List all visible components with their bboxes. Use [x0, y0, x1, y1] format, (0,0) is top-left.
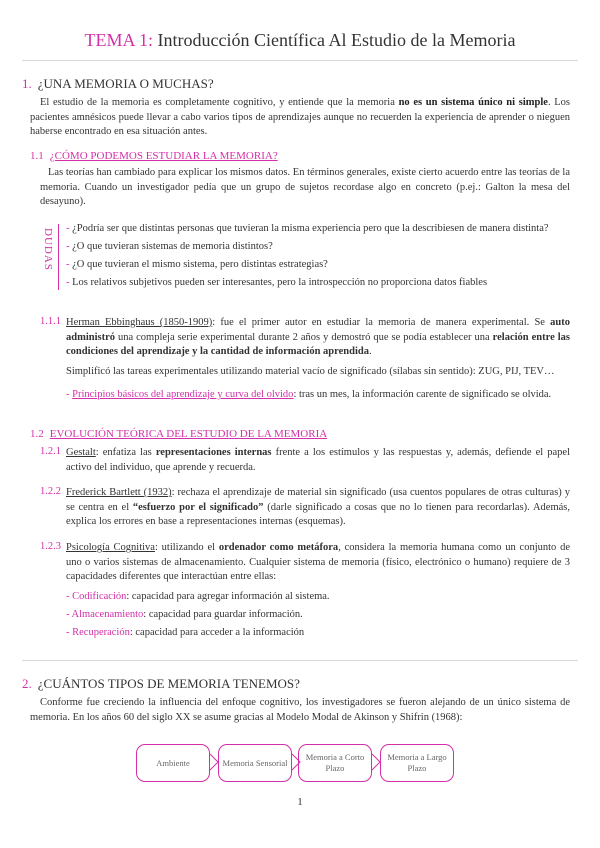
section-2-number: 2.: [22, 676, 32, 691]
ebbinghaus-name: Herman Ebbinghaus (1850-1909): [66, 317, 213, 328]
section-1-1-1-number: 1.1.1: [40, 316, 61, 327]
section-divider: [22, 660, 578, 661]
dudas-item-1-text: ¿Podría ser que distintas personas que tuvieran la misma experiencia pero que la describiesen de manera distinta?: [72, 223, 549, 234]
section-2-heading: [22, 676, 300, 692]
cognitiva-text-c: , considera la memoria humana como un conjunto de uno o varios sistemas de almacenamiento. Cualquier sistema de memoria (físico, electrónico o humano) requiere de 3 capacidades diferentes que interactúan entre ellas:: [66, 542, 570, 582]
section-1-2-heading: [30, 428, 327, 440]
dudas-item-4: - Los relativos subjetivos pueden ser interesantes, pero la introspección no proporciona datos fiables: [66, 277, 488, 288]
ebbinghaus-text-e: .: [368, 346, 372, 357]
section-1-number: 1.: [22, 76, 32, 91]
capacity-1-term: Codificación: [72, 591, 127, 602]
section-1-title: ¿UNA MEMORIA O MUCHAS?: [37, 76, 214, 91]
cognitiva-paragraph: [66, 541, 570, 585]
dudas-label-text: DUDAS: [42, 228, 54, 271]
intro-text-c: . Los pacientes amnésicos puede llevar a cabo varios tipos de aprendizajes aunque no recuerden la experiencia de aprender o nieguen haberse encontrado en esa situación antes.: [30, 97, 571, 137]
gestalt-text-c: frente a los estímulos y las respuestas y, además, defiende el papel activo del individuo, que aprende y recuerda.: [66, 447, 570, 473]
principios-link[interactable]: Principios básicos del aprendizaje y curva del olvido: [72, 389, 294, 400]
section-1-2-2-number: 1.2.2: [40, 486, 61, 497]
capacity-codificacion: - Codificación: capacidad para agregar información al sistema.: [66, 591, 330, 602]
dudas-item-2: - ¿O que tuvieran sistemas de memoria distintos?: [66, 241, 273, 252]
gestalt-paragraph: [66, 446, 570, 475]
dudas-item-1: - ¿Podría ser que distintas personas que tuvieran la misma experiencia pero que la describiesen de manera distinta?: [66, 223, 549, 234]
intro-emphasis: no es un sistema único ni simple: [398, 97, 548, 108]
page-number: 1: [297, 796, 303, 808]
capacity-2-term: Almacenamiento: [71, 609, 144, 620]
box-ambiente: Ambiente: [136, 744, 210, 782]
page-title: [0, 30, 600, 51]
principios-line: - Principios básicos del aprendizaje y curva del olvido: tras un mes, la información carente de significado se olvida.: [66, 389, 552, 400]
section-2-paragraph: Conforme fue creciendo la influencia del enfoque cognitivo, los investigadores se fueron alejando de un único sistema de memoria. En los años 60 del siglo XX se asume gracias al Modelo Modal de Akinson y Shifrin (1968):: [30, 697, 570, 723]
capacity-3-term: Recuperación: [72, 627, 130, 638]
section-1-2-number: 1.2: [30, 428, 44, 440]
capacity-2-desc: : capacidad para guardar información.: [143, 609, 303, 620]
dudas-item-3: - ¿O que tuvieran el mismo sistema, pero distintas estrategias?: [66, 259, 328, 270]
section-1-1-number: 1.1: [30, 150, 44, 162]
ebbinghaus-emphasis-1: auto administró: [66, 317, 571, 343]
section-1-1-title: ¿CÓMO PODEMOS ESTUDIAR LA MEMORIA?: [49, 150, 278, 162]
section-1-1-heading: [30, 150, 278, 162]
dudas-bracket: [58, 224, 63, 290]
gestalt-name: Gestalt: [66, 447, 96, 458]
intro-text-a: El estudio de la memoria es completamente cognitivo, y entiende que la memoria: [40, 97, 399, 108]
gestalt-text-a: : enfatiza las: [95, 447, 156, 458]
cognitiva-name: Psicología Cognitiva: [66, 542, 155, 553]
bartlett-paragraph: [66, 486, 570, 530]
section-2-title: ¿CUÁNTOS TIPOS DE MEMORIA TENEMOS?: [37, 676, 300, 691]
section-1-intro: [30, 96, 570, 140]
section-1-2-1-number: 1.2.1: [40, 446, 61, 457]
cognitiva-emphasis: ordenador como metáfora: [218, 542, 339, 553]
ebbinghaus-text-c: una compleja serie experimental durante 2 años y demostró que se podía establecer una: [115, 331, 493, 343]
ebbinghaus-emphasis-2: relación entre las condiciones del aprendizaje y la cantidad de información aprendida: [66, 331, 570, 357]
bartlett-text-a: : rechaza el aprendizaje de material sin significado (usa cuentos populares de otras culturas) y se centra en el: [66, 487, 570, 513]
gestalt-emphasis: representaciones internas: [155, 447, 272, 458]
bartlett-name: Frederick Bartlett (1932): [66, 487, 172, 498]
ebbinghaus-paragraph: [66, 316, 570, 360]
title-text: Introducción Científica Al Estudio de la Memoria: [153, 30, 516, 50]
principios-text: : tras un mes, la información carente de significado se olvida.: [293, 389, 552, 400]
title-divider: [22, 60, 578, 61]
dudas-item-4-text: Los relativos subjetivos pueden ser interesantes, pero la introspección no proporciona datos fiables: [72, 277, 488, 288]
capacity-recuperacion: - Recuperación: capacidad para acceder a la información: [66, 627, 305, 638]
bartlett-emphasis: “esfuerzo por el significado”: [132, 501, 264, 513]
bartlett-text-c: (darle significado a cosas que no lo tienen para recordarlas). Además, explica los errores en base a representaciones internas (esquemas).: [66, 501, 570, 527]
capacity-3-desc: : capacidad para acceder a la información: [129, 627, 305, 638]
ebbinghaus-text-a: : fue el primer autor en estudiar la memoria de manera experimental. Se: [212, 317, 551, 328]
section-1-2-3-number: 1.2.3: [40, 541, 61, 552]
section-1-heading: [22, 76, 214, 92]
box-memoria-largo-plazo: Memoria a Largo Plazo: [380, 744, 454, 782]
box-memoria-sensorial: Memoria Sensorial: [218, 744, 292, 782]
cognitiva-text-a: : utilizando el: [154, 542, 219, 553]
dudas-item-3-text: ¿O que tuvieran el mismo sistema, pero distintas estrategias?: [72, 259, 328, 270]
box-memoria-corto-plazo: Memoria a Corto Plazo: [298, 744, 372, 782]
ebbinghaus-simplification: Simplificó las tareas experimentales utilizando material vacío de significado (sílabas sin sentido): ZUG, PIJ, TEV…: [66, 366, 555, 377]
section-1-2-title: EVOLUCIÓN TEÓRICA DEL ESTUDIO DE LA MEMORIA: [49, 428, 328, 440]
capacity-almacenamiento: - Almacenamiento: capacidad para guardar información.: [66, 609, 303, 620]
dudas-vertical-label: [40, 226, 56, 276]
section-1-1-paragraph: Las teorías han cambiado para explicar los mismos datos. En términos generales, existe cierto acuerdo entre las teorías de la memoria. Cuando un investigador pedía que un grupo de sujetos recordase algo en concreto (p.ej.: Galton la mesa del desayuno).: [40, 167, 570, 207]
capacity-1-desc: : capacidad para agregar información al sistema.: [126, 591, 330, 602]
title-prefix: TEMA 1:: [84, 30, 154, 50]
dudas-item-2-text: ¿O que tuvieran sistemas de memoria distintos?: [72, 241, 273, 252]
